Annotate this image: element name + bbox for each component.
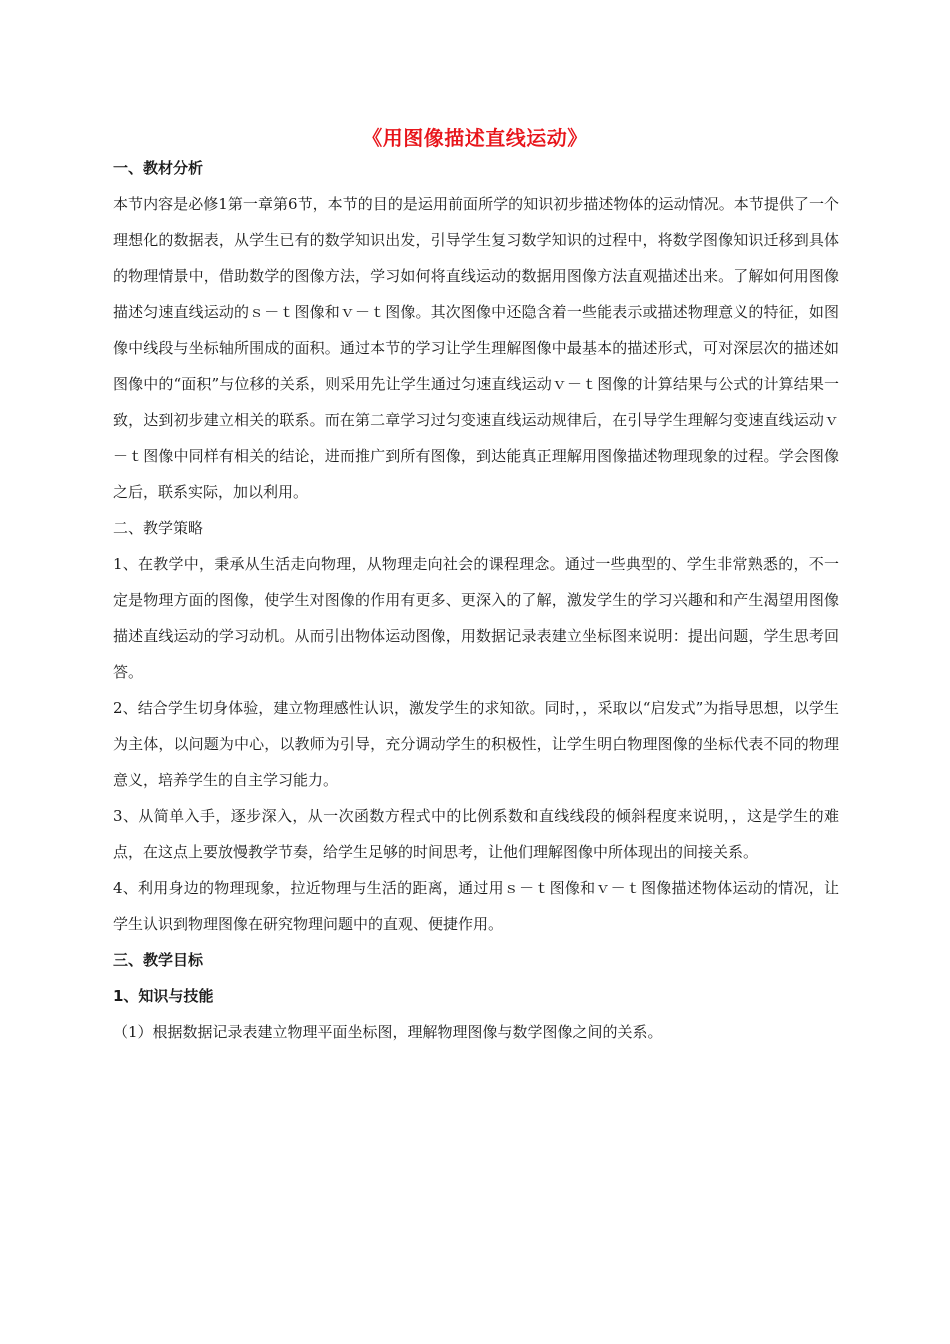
- strategy-item-4: 4、利用身边的物理现象，拉近物理与生活的距离，通过用ｓ－ｔ图像和ｖ－ｔ图像描述物体运动的情况，让学生认识到物理图像在研究物理问题中的直观、便捷作用。: [113, 879, 839, 933]
- goal-item-1: （1）根据数据记录表建立物理平面坐标图，理解物理图像与数学图像之间的关系。: [113, 1023, 663, 1041]
- subheading-knowledge-skills: 1、知识与技能: [113, 987, 214, 1005]
- strategy-item-1: 1、在教学中，秉承从生活走向物理，从物理走向社会的课程理念。通过一些典型的、学生非常熟悉的，不一定是物理方面的图像，使学生对图像的作用有更多、更深入的了解，激发学生的学习兴趣和和产生渴望用图像描述直线运动的学习动机。从而引出物体运动图像，用数据记录表建立坐标图来说明：提出问题，学生思考回答。: [113, 555, 839, 681]
- document-title: 《用图像描述直线运动》: [362, 126, 588, 150]
- textbook-analysis-paragraph: 本节内容是必修1第一章第6节，本节的目的是运用前面所学的知识初步描述物体的运动情况。本节提供了一个理想化的数据表，从学生已有的数学知识出发，引导学生复习数学知识的过程中，将数学图像知识迁移到具体的物理情景中，借助数学的图像方法，学习如何将直线运动的数据用图像方法直观描述出来。了解如何用图像描述匀速直线运动的ｓ－ｔ图像和ｖ－ｔ图像。其次图像中还隐含着一些能表示或描述物理意义的特征，如图像中线段与坐标轴所围成的面积。通过本节的学习让学生理解图像中最基本的描述形式，可对深层次的描述如图像中的“面积”与位移的关系，则采用先让学生通过匀速直线运动ｖ－ｔ图像的计算结果与公式的计算结果一致，达到初步建立相关的联系。而在第二章学习过匀变速直线运动规律后，在引导学生理解匀变速直线运动ｖ－ｔ图像中同样有相关的结论，进而推广到所有图像，到达能真正理解用图像描述物理现象的过程。学会图像之后，联系实际，加以利用。: [113, 195, 839, 501]
- section-heading-teaching-goals: 三、教学目标: [113, 951, 204, 969]
- section-heading-teaching-strategy: 二、教学策略: [113, 519, 204, 537]
- document-body: [113, 150, 839, 1050]
- strategy-item-3: 3、从简单入手，逐步深入，从一次函数方程式中的比例系数和直线线段的倾斜程度来说明，，这是学生的难点，在这点上要放慢教学节奏，给学生足够的时间思考，让他们理解图像中所体现出的间接关系。: [113, 807, 839, 861]
- strategy-item-2: 2、结合学生切身体验，建立物理感性认识，激发学生的求知欲。同时，，采取以“启发式”为指导思想，以学生为主体，以问题为中心，以教师为引导，充分调动学生的积极性，让学生明白物理图像的坐标代表不同的物理意义，培养学生的自主学习能力。: [113, 699, 839, 789]
- section-heading-textbook-analysis: 一、教材分析: [113, 159, 204, 177]
